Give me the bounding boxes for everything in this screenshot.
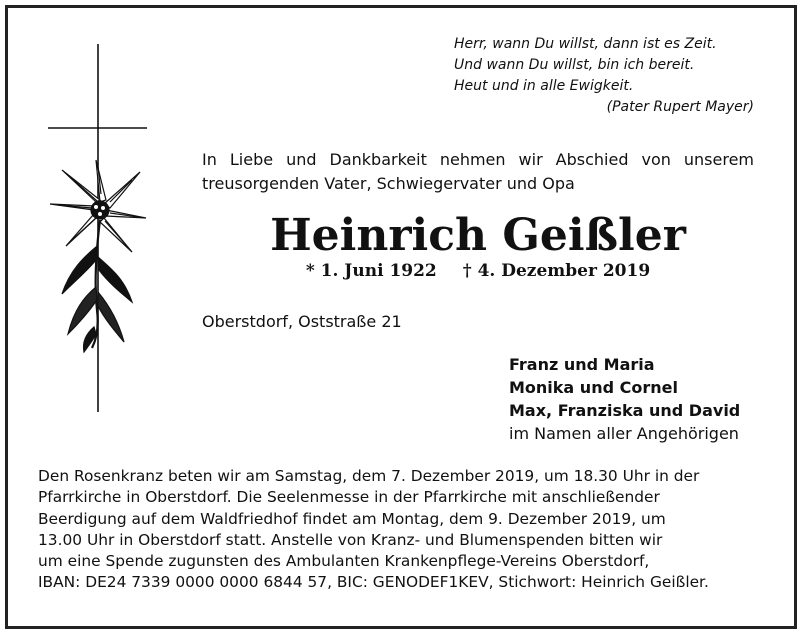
death-date: † 4. Dezember 2019	[462, 261, 651, 281]
info-line: 13.00 Uhr in Oberstdorf statt. Anstelle von Kranz- und Blumenspenden bitten wir	[38, 530, 663, 549]
family-note: im Namen aller Angehörigen	[509, 424, 739, 443]
info-line: IBAN: DE24 7339 0000 0000 6844 57, BIC: GENODEF1KEV, Stichwort: Heinrich Geißler.	[38, 573, 709, 592]
cross-edelweiss-illustration	[44, 42, 154, 417]
quote-author: (Pater Rupert Mayer)	[606, 99, 754, 115]
quote-line: Heut und in alle Ewigkeit.	[454, 78, 634, 94]
cross-icon	[48, 44, 147, 412]
quote-block	[454, 34, 754, 118]
quote-line: Und wann Du willst, bin ich bereit.	[454, 57, 695, 73]
info-line: Den Rosenkranz beten wir am Samstag, dem 7. Dezember 2019, um 18.30 Uhr in der	[38, 467, 700, 485]
service-info	[38, 466, 762, 594]
deceased-name: Heinrich Geißler	[270, 210, 686, 261]
address: Oberstdorf, Oststraße 21	[202, 312, 402, 331]
family-member: Max, Franziska und David	[509, 401, 741, 420]
family-list	[509, 353, 769, 445]
life-dates	[202, 259, 754, 283]
info-line: Pfarrkirche in Oberstdorf. Die Seelenmesse in der Pfarrkirche mit anschließender	[38, 488, 660, 507]
quote-line: Herr, wann Du willst, dann ist es Zeit.	[454, 36, 717, 52]
info-line: Beerdigung auf dem Waldfriedhof findet am Montag, dem 9. Dezember 2019, um	[38, 509, 666, 528]
family-member: Franz und Maria	[509, 355, 655, 374]
family-member: Monika und Cornel	[509, 378, 678, 397]
info-line: um eine Spende zugunsten des Ambulanten Krankenpflege-Vereins Oberstdorf,	[38, 552, 650, 571]
intro-text: In Liebe und Dankbarkeit nehmen wir Abschied von unserem treusorgenden Vater, Schwiegervater und Opa	[202, 150, 754, 193]
birth-date: * 1. Juni 1922	[305, 261, 437, 281]
